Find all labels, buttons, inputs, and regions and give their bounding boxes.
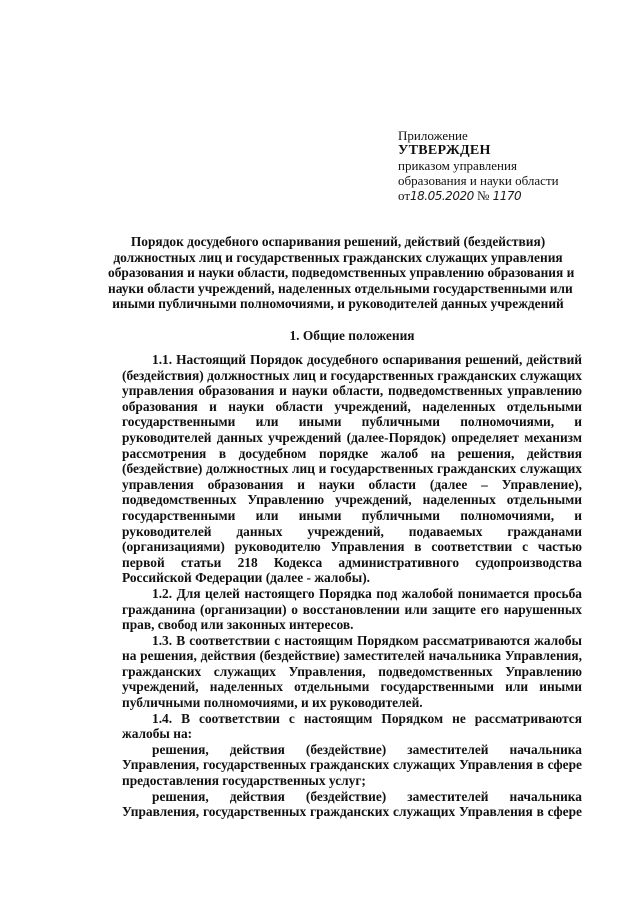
title-line: иными публичными полномочиями, и руководителей данных учреждений [112,296,564,312]
paragraph: 1.3. В соответствии с настоящим Порядком рассматриваются жалобы на решения, действия (бездействие) заместителей начальника Управления, гражданских служащих Управления, подведомственных Управлению учреждений, наделенных отдельными государственными или иными публичными полномочиями, и их руководителей. [122,632,582,711]
title-line: образования и науки области, подведомственных управлению образования и [108,265,575,281]
handwritten-date: 18.05.2020 [410,189,474,203]
title-line: науки области учреждений, наделенных отдельными государственными или [108,280,573,296]
paragraph: решения, действия (бездействие) заместителей начальника Управления, государственных гражданских служащих Управления в сфере [122,788,582,820]
date-prefix: от [398,188,411,203]
handwritten-number: 1170 [492,189,522,203]
title-line: Порядок досудебного оспаривания решений, действий (бездействия) [130,234,546,249]
number-label: № [476,188,490,203]
section-heading: 1. Общие положения [289,328,415,343]
paragraph: решения, действия (бездействие) заместителей начальника Управления, государственных гражданских служащих Управления в сфере предоставления государственных услуг; [122,741,582,789]
title-line: должностных лиц и государственных гражданских служащих управления [113,249,563,265]
document-title [108,234,575,312]
paragraph: 1.4. В соответствии с настоящим Порядком не рассматриваются жалобы на: [122,710,582,742]
paragraph: 1.2. Для целей настоящего Порядка под жалобой понимается просьба гражданина (организации) о восстановлении или защите его нарушенных прав, свобод или законных интересов. [122,585,582,633]
paragraph: 1.1. Настоящий Порядок досудебного оспаривания решений, действий (бездействия) должностных лиц и государственных гражданских служащих управления образования и науки области, подведомственных управлению образования и науки области учреждений, наделенных отдельными государственными или иными публичными полномочиями, и руководителей данных учреждений (далее-Порядок) определяет механизм рассмотрения в досудебном порядке жалоб на решения, действия (бездействие) должностных лиц и государственных гражданских служащих управления образования и науки области (далее – Управление), подведомственных Управлению учреждений, наделенных отдельными государственными или иными публичными полномочиями, и руководителей данных учреждений, подаваемых гражданами (организациями) руководителю Управления в соответствии с частью первой статьи 218 Кодекса административного судопроизводства Российской Федерации (далее - жалобы). [122,352,582,586]
approved-label: УТВЕРЖДЕН [398,143,491,158]
approval-line-1: приказом управления [398,158,517,173]
document-body [122,352,582,820]
appendix-label: Приложение [398,128,468,143]
approval-date-line [398,188,598,204]
approval-line-2: образования и науки области [398,173,559,188]
approval-stamp-block [398,128,598,204]
